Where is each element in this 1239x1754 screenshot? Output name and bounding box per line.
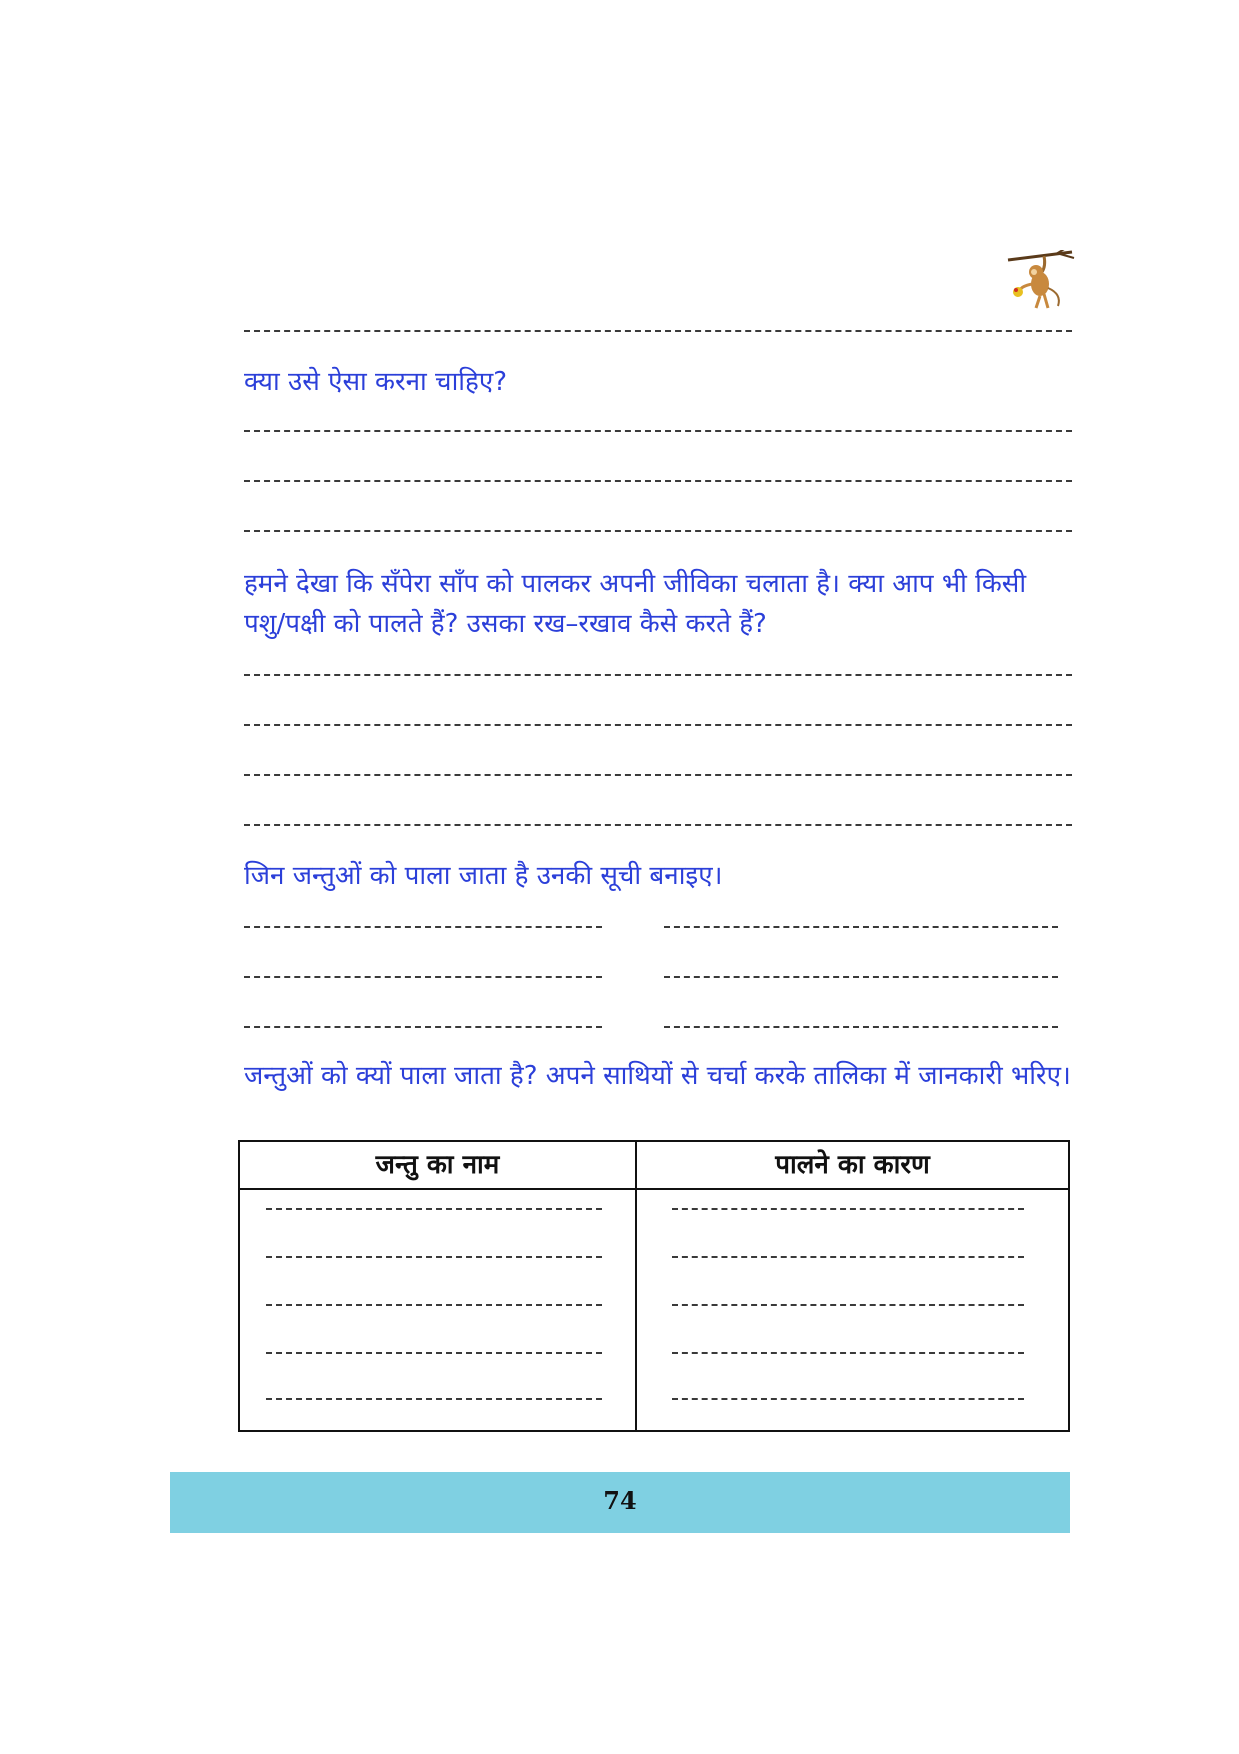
- answer-line[interactable]: [244, 724, 1072, 726]
- table-cell-line[interactable]: [672, 1208, 1024, 1210]
- list-line-right[interactable]: [664, 1026, 1058, 1028]
- answer-line[interactable]: [244, 530, 1072, 532]
- monkey-on-branch-icon: [1000, 250, 1076, 316]
- list-line-left[interactable]: [244, 926, 602, 928]
- list-line-left[interactable]: [244, 1026, 602, 1028]
- table-cell-line[interactable]: [672, 1304, 1024, 1306]
- question-3: जिन जन्तुओं को पाला जाता है उनकी सूची बनाइए।: [244, 861, 723, 891]
- list-line-right[interactable]: [664, 926, 1058, 928]
- table-cell-line[interactable]: [266, 1398, 602, 1400]
- answer-line[interactable]: [244, 774, 1072, 776]
- list-line-left[interactable]: [244, 976, 602, 978]
- question-2: हमने देखा कि सँपेरा साँप को पालकर अपनी जीविका चलाता है। क्या आप भी किसी पशु/पक्षी को पालते हैं? उसका रख–रखाव कैसे करते हैं?: [244, 569, 1027, 639]
- answer-line[interactable]: [244, 430, 1072, 432]
- page-number: 74: [603, 1486, 637, 1515]
- list-line-right[interactable]: [664, 976, 1058, 978]
- table-cell-line[interactable]: [266, 1208, 602, 1210]
- table-header-reason: पालने का कारण: [775, 1150, 930, 1180]
- footer-band: [170, 1472, 1070, 1533]
- answer-line[interactable]: [244, 824, 1072, 826]
- table-cell-line[interactable]: [266, 1352, 602, 1354]
- table-cell-line[interactable]: [672, 1398, 1024, 1400]
- answer-line[interactable]: [244, 480, 1072, 482]
- table-header-animal-name: जन्तु का नाम: [375, 1150, 500, 1180]
- question-1: क्या उसे ऐसा करना चाहिए?: [244, 367, 508, 397]
- table-cell-line[interactable]: [672, 1256, 1024, 1258]
- answer-line[interactable]: [244, 330, 1072, 332]
- table-cell-line[interactable]: [672, 1352, 1024, 1354]
- answer-line[interactable]: [244, 674, 1072, 676]
- info-table: [238, 1140, 1070, 1432]
- table-cell-line[interactable]: [266, 1304, 602, 1306]
- question-4: जन्तुओं को क्यों पाला जाता है? अपने साथियों से चर्चा करके तालिका में जानकारी भरिए।: [244, 1061, 1071, 1091]
- table-cell-line[interactable]: [266, 1256, 602, 1258]
